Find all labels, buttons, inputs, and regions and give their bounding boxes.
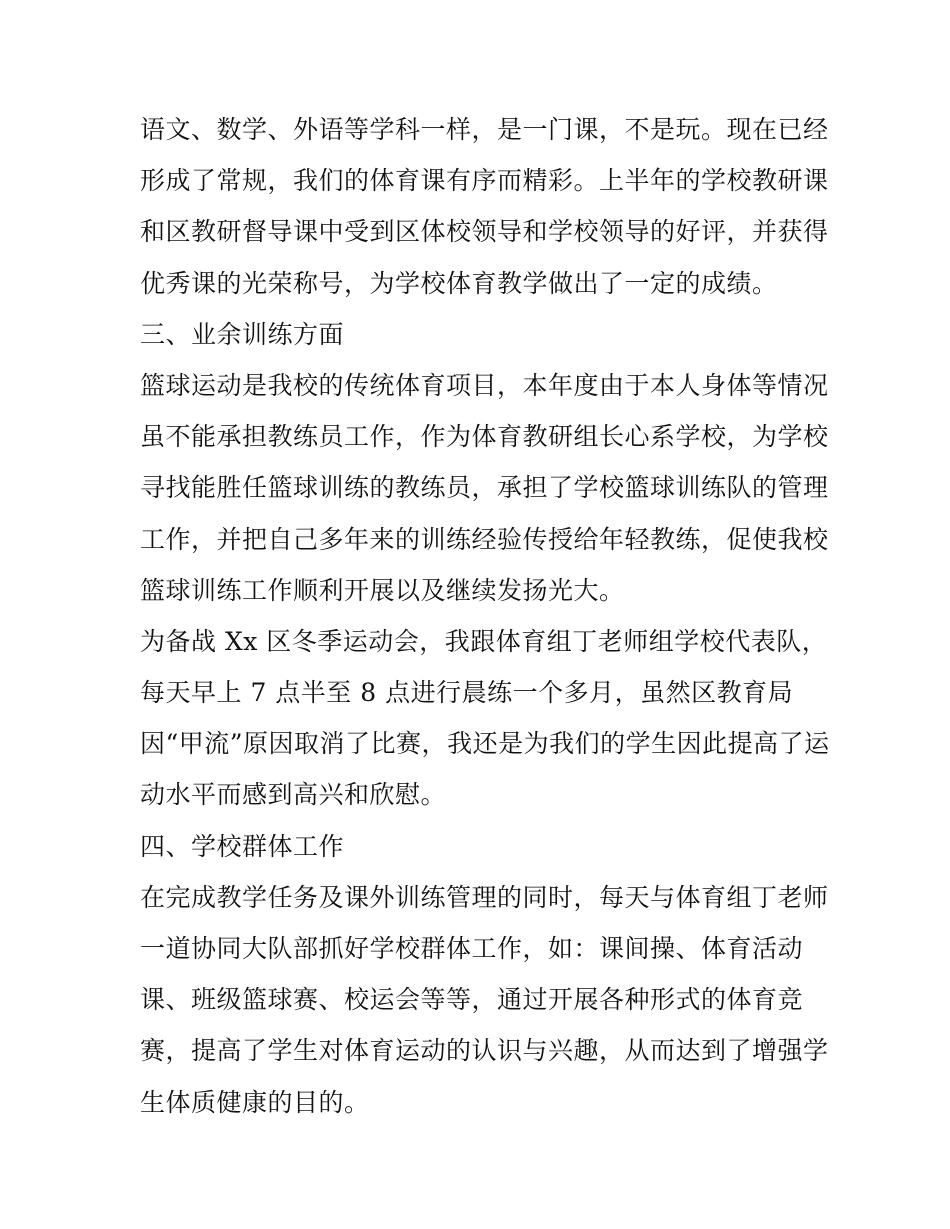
- text-line: 篮球训练工作顺利开展以及继续发扬光大。: [140, 575, 625, 605]
- text-line: 一道协同大队部抓好学校群体工作，如：课间操、体育活动: [140, 934, 804, 963]
- text-line: 优秀课的光荣称号，为学校体育教学做出了一定的成绩。: [140, 268, 778, 298]
- text-line: 动水平而感到高兴和欣慰。: [140, 780, 447, 810]
- section-heading-4: 四、学校群体工作: [140, 831, 345, 861]
- text-line: 赛，提高了学生对体育运动的认识与兴趣，从而达到了增强学: [140, 1036, 829, 1066]
- document-body: [140, 104, 830, 1128]
- text-line: 和区教研督导课中受到区体校领导和学校领导的好评，并获得: [140, 217, 829, 247]
- text-line: 语文、数学、外语等学科一样，是一门课，不是玩。现在已经: [140, 115, 829, 144]
- text-line: 在完成教学任务及课外训练管理的同时，每天与体育组丁老师: [140, 882, 829, 912]
- section-heading-3: 三、业余训练方面: [140, 319, 345, 349]
- text-line: 虽不能承担教练员工作，作为体育教研组长心系学校，为学校: [140, 422, 829, 452]
- text-line: 因“甲流”原因取消了比赛，我还是为我们的学生因此提高了运: [140, 729, 830, 759]
- text-line: 每天早上 7 点半至 8 点进行晨练一个多月，虽然区教育局: [140, 678, 794, 708]
- text-line: 课、班级篮球赛、校运会等等，通过开展各种形式的体育竞: [140, 985, 804, 1015]
- text-line: 工作，并把自己多年来的训练经验传授给年轻教练，促使我校: [140, 524, 829, 554]
- text-line: 寻找能胜任篮球训练的教练员，承担了学校篮球训练队的管理: [140, 473, 829, 503]
- text-line: 生体质健康的目的。: [140, 1087, 370, 1117]
- text-line: 形成了常规，我们的体育课有序而精彩。上半年的学校教研课: [140, 166, 829, 196]
- text-line: 篮球运动是我校的传统体育项目，本年度由于本人身体等情况: [140, 370, 829, 400]
- text-line: 为备战 Xx 区冬季运动会，我跟体育组丁老师组学校代表队，: [140, 626, 828, 656]
